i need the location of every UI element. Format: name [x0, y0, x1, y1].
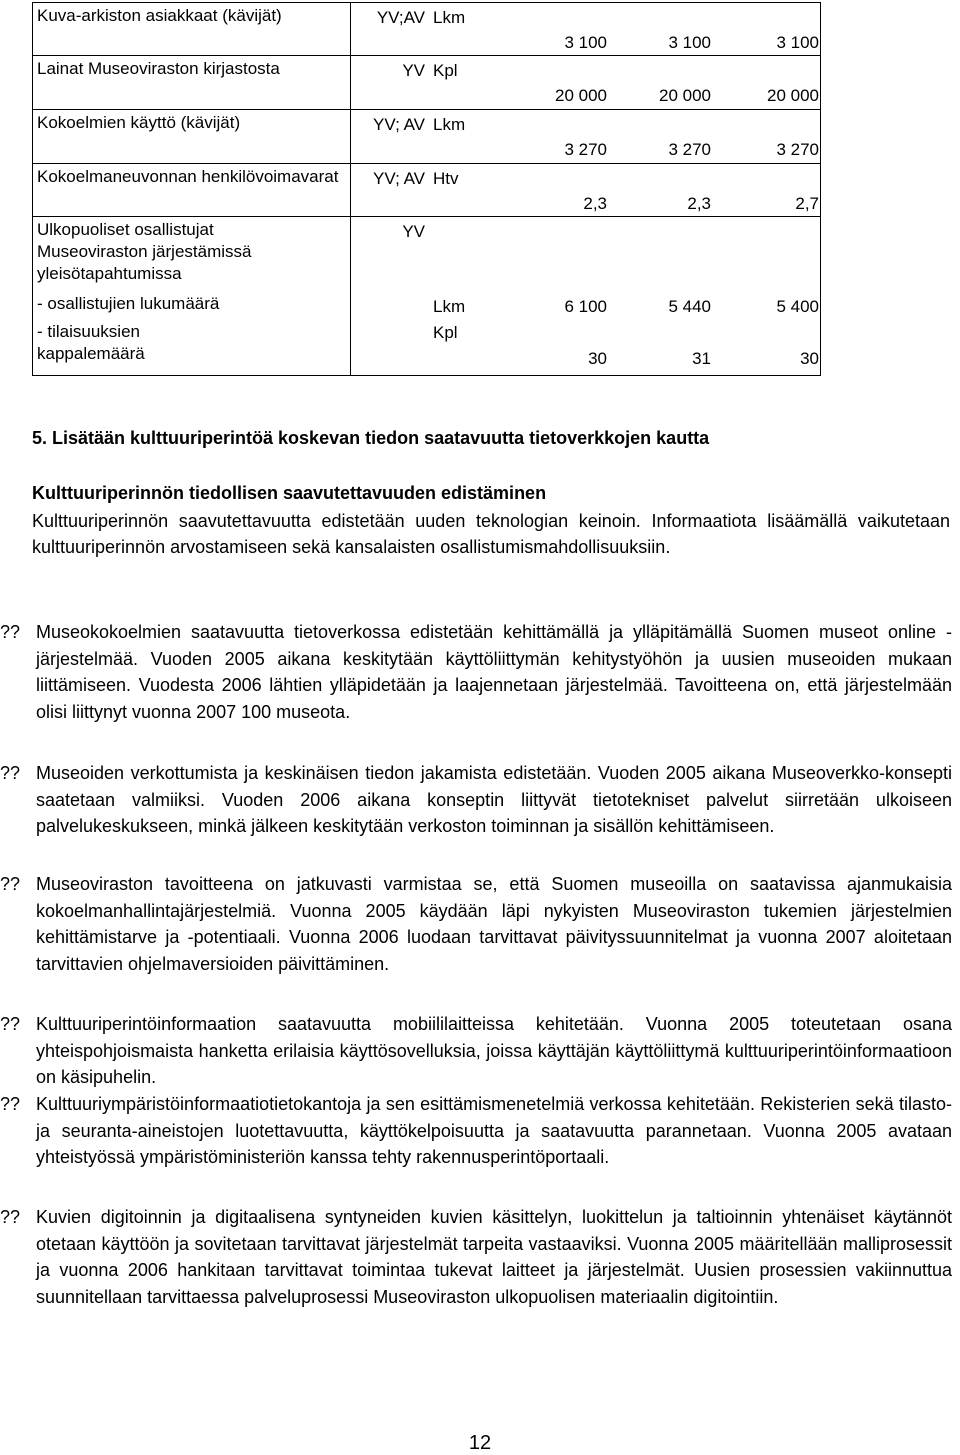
row-label: Kokoelmien käyttö (kävijät) [33, 110, 351, 164]
value-cell: 3 100 [668, 33, 711, 52]
list-item [0, 1091, 960, 1201]
bullet-mark: ?? [0, 763, 21, 783]
table-row [33, 217, 821, 376]
bullet-mark: ?? [0, 622, 21, 642]
resp-cell: YV [402, 61, 425, 80]
resp-cell: YV; AV [373, 115, 425, 134]
bullet-mark: ?? [0, 1094, 21, 1114]
sub-row-label: - tilaisuuksien kappalemäärä [37, 322, 145, 363]
row-label: Lainat Museoviraston kirjastosta [33, 56, 351, 110]
value-cell: 20 000 [767, 86, 819, 105]
bullet-mark: ?? [0, 1207, 21, 1227]
bullet-text: Kulttuuriperintöinformaation saatavuutta mobiililaitteissa kehitetään. Vuonna 2005 toteutetaan osana yhteispohjoismaista hanketta erilaisia käyttösovelluksia, joissa käyttäjän käyttöliittymä kulttuuriperintöinformaatioon on käsipuhelin. [36, 1014, 952, 1087]
row-label: Kuva-arkiston asiakkaat (kävijät) [33, 3, 351, 56]
list-item [0, 1011, 960, 1093]
unit-cell: Lkm [433, 115, 466, 134]
value-cell: 30 [588, 349, 607, 368]
unit-cell: Lkm [433, 8, 466, 27]
value-cell: 3 270 [564, 140, 607, 159]
value-cell: 3 100 [776, 33, 819, 52]
value-cell: 5 440 [668, 297, 711, 316]
table-row [33, 56, 821, 110]
resp-cell: YV; AV [373, 169, 425, 188]
bullet-mark: ?? [0, 1014, 21, 1034]
value-cell: 2,3 [583, 194, 607, 213]
list-item [0, 871, 960, 1011]
section-heading: 5. Lisätään kulttuuriperintöä koskevan tiedon saatavuutta tietoverkkojen kautta [32, 428, 710, 448]
value-cell: 3 100 [564, 33, 607, 52]
value-cell: 31 [692, 349, 711, 368]
value-cell: 2,3 [687, 194, 711, 213]
value-cell: 20 000 [555, 86, 607, 105]
value-cell: 5 400 [776, 297, 819, 316]
unit-cell: Kpl [433, 61, 458, 80]
value-cell: 2,7 [795, 194, 819, 213]
table-row [33, 164, 821, 217]
value-cell: 6 100 [564, 297, 607, 316]
intro-paragraph: Kulttuuriperinnön saavutettavuutta edistetään uuden teknologian keinoin. Informaatiota lisäämällä vaikutetaan kulttuuriperinnön arvostamiseen sekä kansalaisten osallistumismahdollisuuksiin. [32, 511, 950, 557]
bullet-text: Museoiden verkottumista ja keskinäisen tiedon jakamista edistetään. Vuoden 2005 aikana Museoverkko-konsepti saatetaan valmiiksi. Vuoden 2006 aikana konseptin liittyvät tietotekniset palvelut siirretään ulkoiseen palvelukeskukseen, minkä jälkeen keskitytään verkoston toiminnan ja sisällön kehittämiseen. [36, 763, 952, 836]
resp-cell: YV [402, 222, 425, 241]
value-cell: 3 270 [776, 140, 819, 159]
list-item [0, 760, 960, 870]
value-cell: 3 270 [668, 140, 711, 159]
row-label: Kokoelmaneuvonnan henkilövoimavarat [33, 164, 351, 217]
unit-cell: Kpl [433, 323, 458, 342]
unit-cell: Lkm [433, 297, 466, 316]
resp-cell: YV;AV [376, 8, 425, 27]
table-row [33, 3, 821, 56]
bullet-text: Museoviraston tavoitteena on jatkuvasti varmistaa se, että Suomen museoilla on saatavissa ajanmukaisia kokoelmanhallintajärjestelmiä. Vuonna 2005 käydään läpi nykyisten Museoviraston tukemien järjestelmien kehittämistarve ja -potentiaali. Vuonna 2006 luodaan tarvittavat päivityssuunnitelmat ja vuonna 2007 aloitetaan tarvittavien ohjelmaversioiden päivittäminen. [36, 874, 952, 974]
bullet-mark: ?? [0, 874, 21, 894]
bullet-text: Kuvien digitoinnin ja digitaalisena syntyneiden kuvien käsittelyn, luokittelun ja taltioinnin yhtenäiset käytännöt otetaan käyttöön ja sovitetaan tarvittavat järjestelmät tarpeita vastaaviksi. Vuonna 2005 määritellään malliprosessit ja vuonna 2006 hankitaan tarvittavat toimintaa tukevat laitteet ja järjestelmät. Uusien prosessien vakiinnuttua suunnitellaan tarvittaessa palveluprosessi Museoviraston ulkopuolisen materiaalin digitointiin. [36, 1207, 952, 1307]
value-cell: 30 [800, 349, 819, 368]
page-number: 12 [468, 1432, 492, 1454]
table-row [33, 110, 821, 164]
list-item [0, 1204, 960, 1344]
bullet-text: Kulttuuriympäristöinformaatiotietokantoja ja sen esittämismenetelmiä verkossa kehitetään. Rekisterien sekä tilasto- ja seuranta-aineistojen luotettavuutta, käyttökelpoisuutta ja saatavuutta parannetaan. Vuonna 2005 avataan yhteistyössä ympäristöministeriön kanssa tehty rakennusperintöportaali. [36, 1094, 952, 1167]
metrics-table [32, 2, 821, 376]
section-subheading: Kulttuuriperinnön tiedollisen saavutettavuuden edistäminen [32, 483, 547, 503]
sub-row-label: - osallistujien lukumäärä [37, 294, 220, 313]
bullet-text: Museokokoelmien saatavuutta tietoverkossa edistetään kehittämällä ja ylläpitämällä Suomen museot online -järjestelmää. Vuoden 2005 aikana keskitytään käyttöliittymän kehitystyöhön ja uusien museoiden mukaan liittämiseen. Vuodesta 2006 lähtien ylläpidetään ja laajennetaan järjestelmää. Tavoitteena on, että järjestelmään olisi liittynyt vuonna 2007 100 museota. [36, 622, 952, 722]
value-cell: 20 000 [659, 86, 711, 105]
unit-cell: Htv [433, 169, 459, 188]
list-item [0, 619, 960, 759]
row-label: Ulkopuoliset osallistujat Museoviraston järjestämissä yleisötapahtumissa [37, 220, 252, 283]
